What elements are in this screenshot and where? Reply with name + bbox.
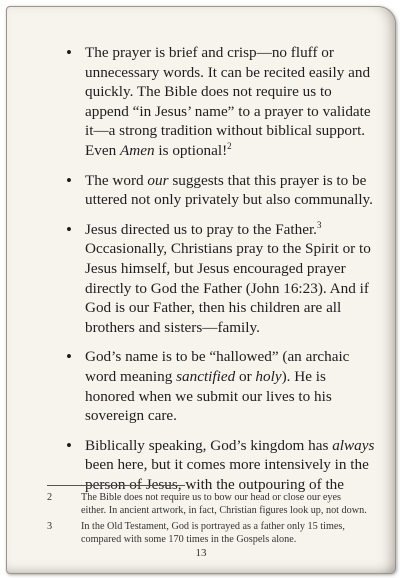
bullet-text: The word xyxy=(85,171,148,189)
bullet-marker: • xyxy=(66,347,72,367)
bullet-text: our xyxy=(147,171,169,189)
bullet-text: is optional! xyxy=(154,141,228,159)
bullet-text: been here, but it comes more intensively in the person of Jesus, with the outpouring of the xyxy=(85,456,369,493)
footnote xyxy=(47,491,367,517)
bullet-text: Jesus directed us to pray to the Father. xyxy=(85,220,317,238)
bullet-text: God’s name is to be “hallowed” (an archaic word meaning xyxy=(85,348,350,385)
footnote-number: 2 xyxy=(47,492,53,503)
bullet-text: The prayer is brief and crisp—no fluff or unnecessary words. It can be recited easily and quickly. The Bible does not require us to append “in Jesus’ name” to a prayer to validate it—a strong tradition without biblical support. Even xyxy=(85,44,371,159)
footnote-divider xyxy=(47,485,185,486)
footnote xyxy=(47,520,367,546)
bullet-item xyxy=(65,171,377,210)
bullet-marker: • xyxy=(66,170,72,190)
bullet-item xyxy=(65,220,377,338)
bullet-marker: • xyxy=(66,43,72,62)
bullet-text: or xyxy=(235,367,256,385)
bullet-list xyxy=(65,43,377,504)
footnote-ref: 2 xyxy=(227,140,232,151)
bullet-text: always xyxy=(332,436,375,454)
bullet-item xyxy=(65,347,377,425)
footnote-text: The Bible does not require us to bow our head or close our eyes either. In ancient artwork, in fact, Christian figures look up, not down. xyxy=(81,492,367,516)
footnote-number: 3 xyxy=(47,521,53,532)
bullet-text: sanctified xyxy=(176,367,236,385)
bullet-text: suggests that this prayer is to be uttered not only privately but also communally. xyxy=(85,171,373,209)
bullet-text: Biblically speaking, God’s kingdom has xyxy=(85,436,333,454)
bullet-text: Amen xyxy=(120,141,155,159)
bullet-text: Occasionally, Christians pray to the Spirit or to Jesus himself, but Jesus encouraged prayer directly to God the Father (John 16:23). And if God is our Father, then his children are all brothers and sisters—family. xyxy=(85,240,371,336)
bullet-marker: • xyxy=(66,435,72,455)
footnote-ref: 3 xyxy=(316,219,322,230)
bullet-text: ). He is honored when we submit our lives to his sovereign care. xyxy=(85,367,332,425)
footnote-text: In the Old Testament, God is portrayed as a father only 15 times, compared with some 170 times in the Gospels alone. xyxy=(81,521,345,545)
bullet-marker: • xyxy=(66,219,72,239)
footnotes xyxy=(47,491,367,549)
bullet-text: holy xyxy=(255,367,282,385)
page-number: 13 xyxy=(195,547,207,559)
bullet-item xyxy=(65,43,377,161)
book-page xyxy=(6,6,396,574)
